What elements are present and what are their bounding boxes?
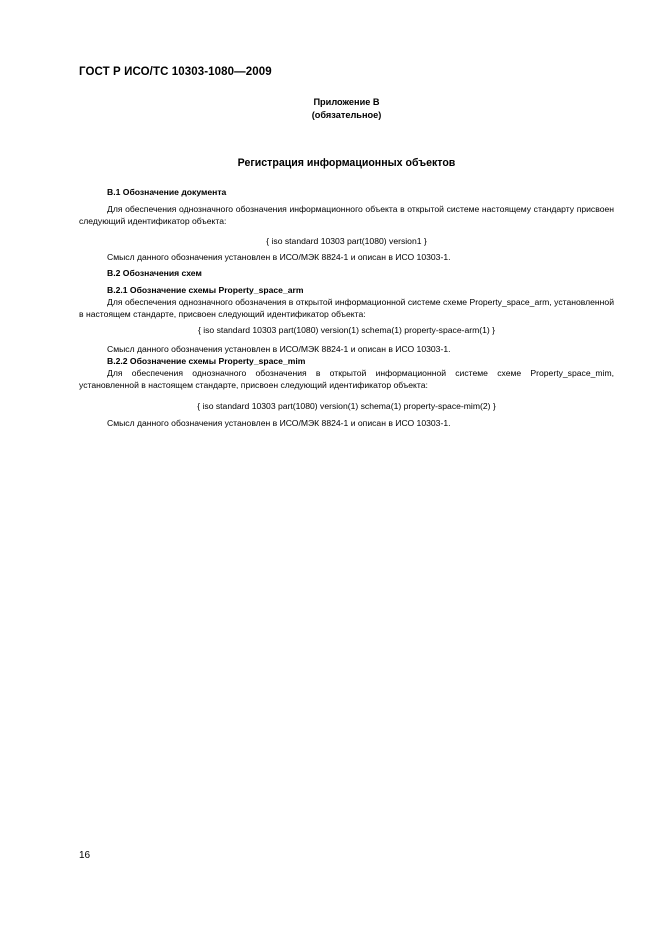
- section-b1-identifier: { iso standard 10303 part(1080) version1 }: [266, 236, 427, 246]
- section-b22-identifier: { iso standard 10303 part(1080) version(1) schema(1) property-space-mim(2) }: [197, 401, 496, 411]
- page-title: Регистрация информационных объектов: [237, 157, 456, 169]
- section-b22-meaning: Смысл данного обозначения установлен в ИСО/МЭК 8824-1 и описан в ИСО 10303-1.: [107, 418, 451, 428]
- section-b21-paragraph: Для обеспечения однозначного обозначения в открытой информационной системе схеме Property_space_arm, установленной в настоящем стандарте, присвоен следующий идентификатор объекта:: [79, 297, 614, 319]
- page-number: 16: [79, 850, 91, 861]
- section-b22-paragraph: Для обеспечения однозначного обозначения в открытой информационной системе схеме Property_space_mim, установленной в настоящем стандарте, присвоен следующий идентификатор объекта:: [79, 368, 614, 390]
- section-b21-identifier: { iso standard 10303 part(1080) version(1) schema(1) property-space-arm(1) }: [197, 325, 496, 335]
- standard-code-header: ГОСТ Р ИСО/ТС 10303-1080—2009: [79, 66, 272, 78]
- annex-status: (обязательное): [311, 110, 382, 120]
- section-b1-meaning: Смысл данного обозначения установлен в ИСО/МЭК 8824-1 и описан в ИСО 10303-1.: [107, 252, 451, 262]
- section-b22-heading: В.2.2 Обозначение схемы Property_space_mim: [107, 356, 306, 366]
- section-b2-heading: В.2 Обозначения схем: [107, 268, 202, 278]
- section-b1-heading: В.1 Обозначение документа: [107, 187, 227, 197]
- annex-title: Приложение В: [313, 97, 380, 107]
- section-b21-heading: В.2.1 Обозначение схемы Property_space_arm: [107, 285, 304, 295]
- section-b21-meaning: Смысл данного обозначения установлен в ИСО/МЭК 8824-1 и описан в ИСО 10303-1.: [107, 344, 451, 354]
- section-b1-paragraph: Для обеспечения однозначного обозначения информационного объекта в открытой системе настоящему стандарту присвоен следующий идентификатор объекта:: [79, 204, 614, 226]
